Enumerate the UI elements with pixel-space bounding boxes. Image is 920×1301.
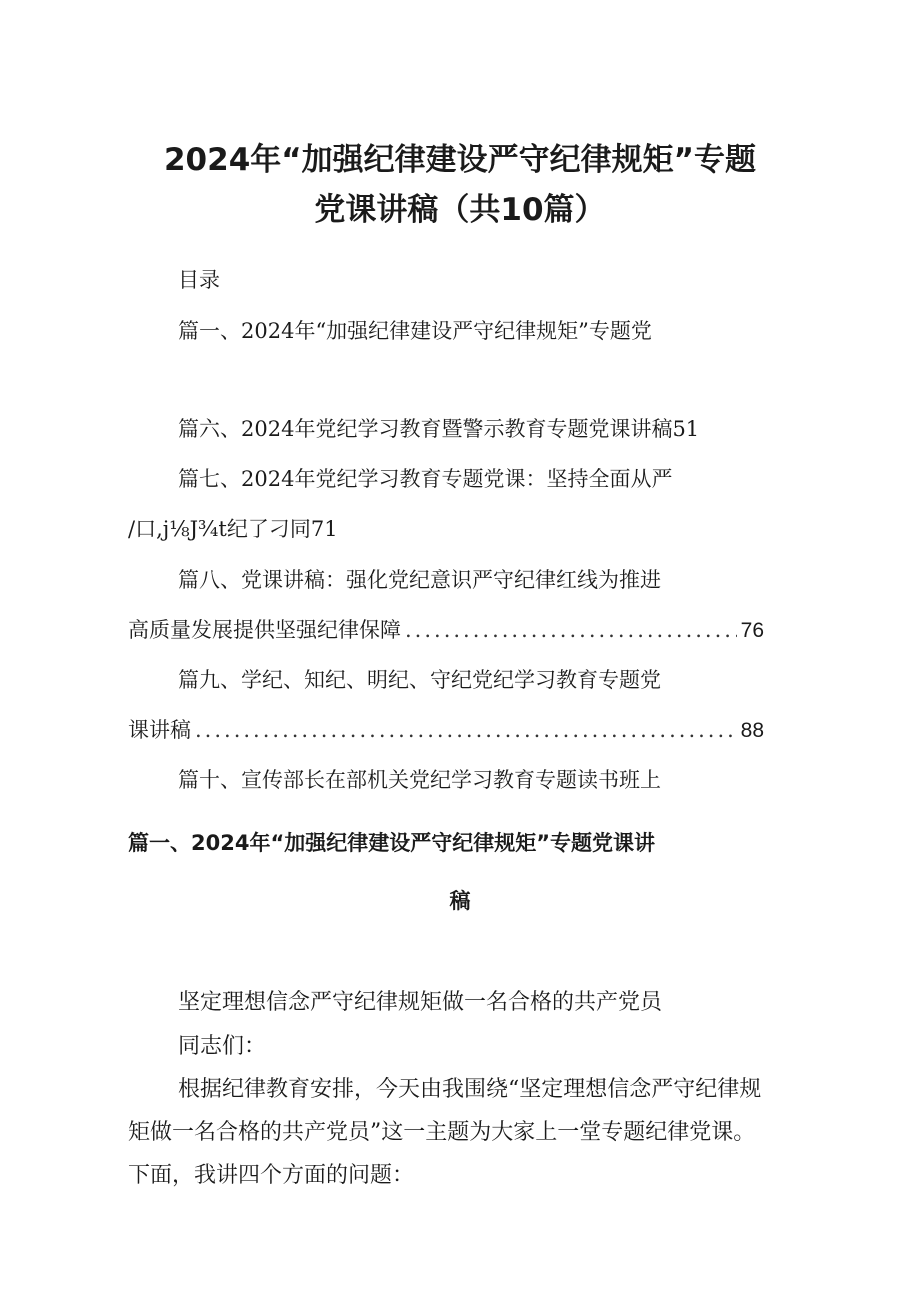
toc-entry-10: 篇十、宣传部长在部机关党纪学习教育专题读书班上 <box>178 768 661 792</box>
toc-entry-9: 篇九、学纪、知纪、明纪、守纪党纪学习教育专题党 <box>178 668 661 692</box>
section-title-line-2: 稿 <box>449 889 471 913</box>
paragraph-line-1: 根据纪律教育安排，今天由我围绕“坚定理想信念严守纪律规 <box>178 1077 762 1102</box>
toc-heading: 目录 <box>178 268 220 292</box>
toc-page-number: 88 <box>740 719 764 742</box>
toc-leader-dots <box>195 715 737 745</box>
toc-entry-7-cont: /口,j⅛J¾t纪了刁同71 <box>128 517 338 541</box>
section-subtitle: 坚定理想信念严守纪律规矩做一名合格的共产党员 <box>178 990 663 1015</box>
toc-entry-9-cont <box>128 715 764 746</box>
toc-page-number: 76 <box>740 619 764 642</box>
paragraph-line-2: 矩做一名合格的共产党员”这一主题为大家上一堂专题纪律党课。 <box>128 1120 756 1145</box>
toc-entry-8-cont <box>128 615 764 646</box>
paragraph-line-3: 下面，我讲四个方面的问题： <box>128 1163 415 1188</box>
greeting: 同志们： <box>178 1034 267 1059</box>
document-title-line-2: 党课讲稿（共10篇） <box>314 192 606 228</box>
toc-entry-6: 篇六、2024年党纪学习教育暨警示教育专题党课讲稿51 <box>178 417 700 441</box>
section-title-line-1: 篇一、2024年“加强纪律建设严守纪律规矩”专题党课讲 <box>128 831 656 855</box>
toc-entry-1: 篇一、2024年“加强纪律建设严守纪律规矩”专题党 <box>178 319 652 343</box>
toc-entry-7: 篇七、2024年党纪学习教育专题党课：坚持全面从严 <box>178 467 673 491</box>
toc-entry-8: 篇八、党课讲稿：强化党纪意识严守纪律红线为推进 <box>178 568 661 592</box>
toc-entry-9-text: 课讲稿 <box>128 718 191 742</box>
toc-leader-dots <box>405 615 737 645</box>
document-title-line-1: 2024年“加强纪律建设严守纪律规矩”专题 <box>163 142 757 178</box>
toc-entry-8-text: 高质量发展提供坚强纪律保障 <box>128 618 401 642</box>
